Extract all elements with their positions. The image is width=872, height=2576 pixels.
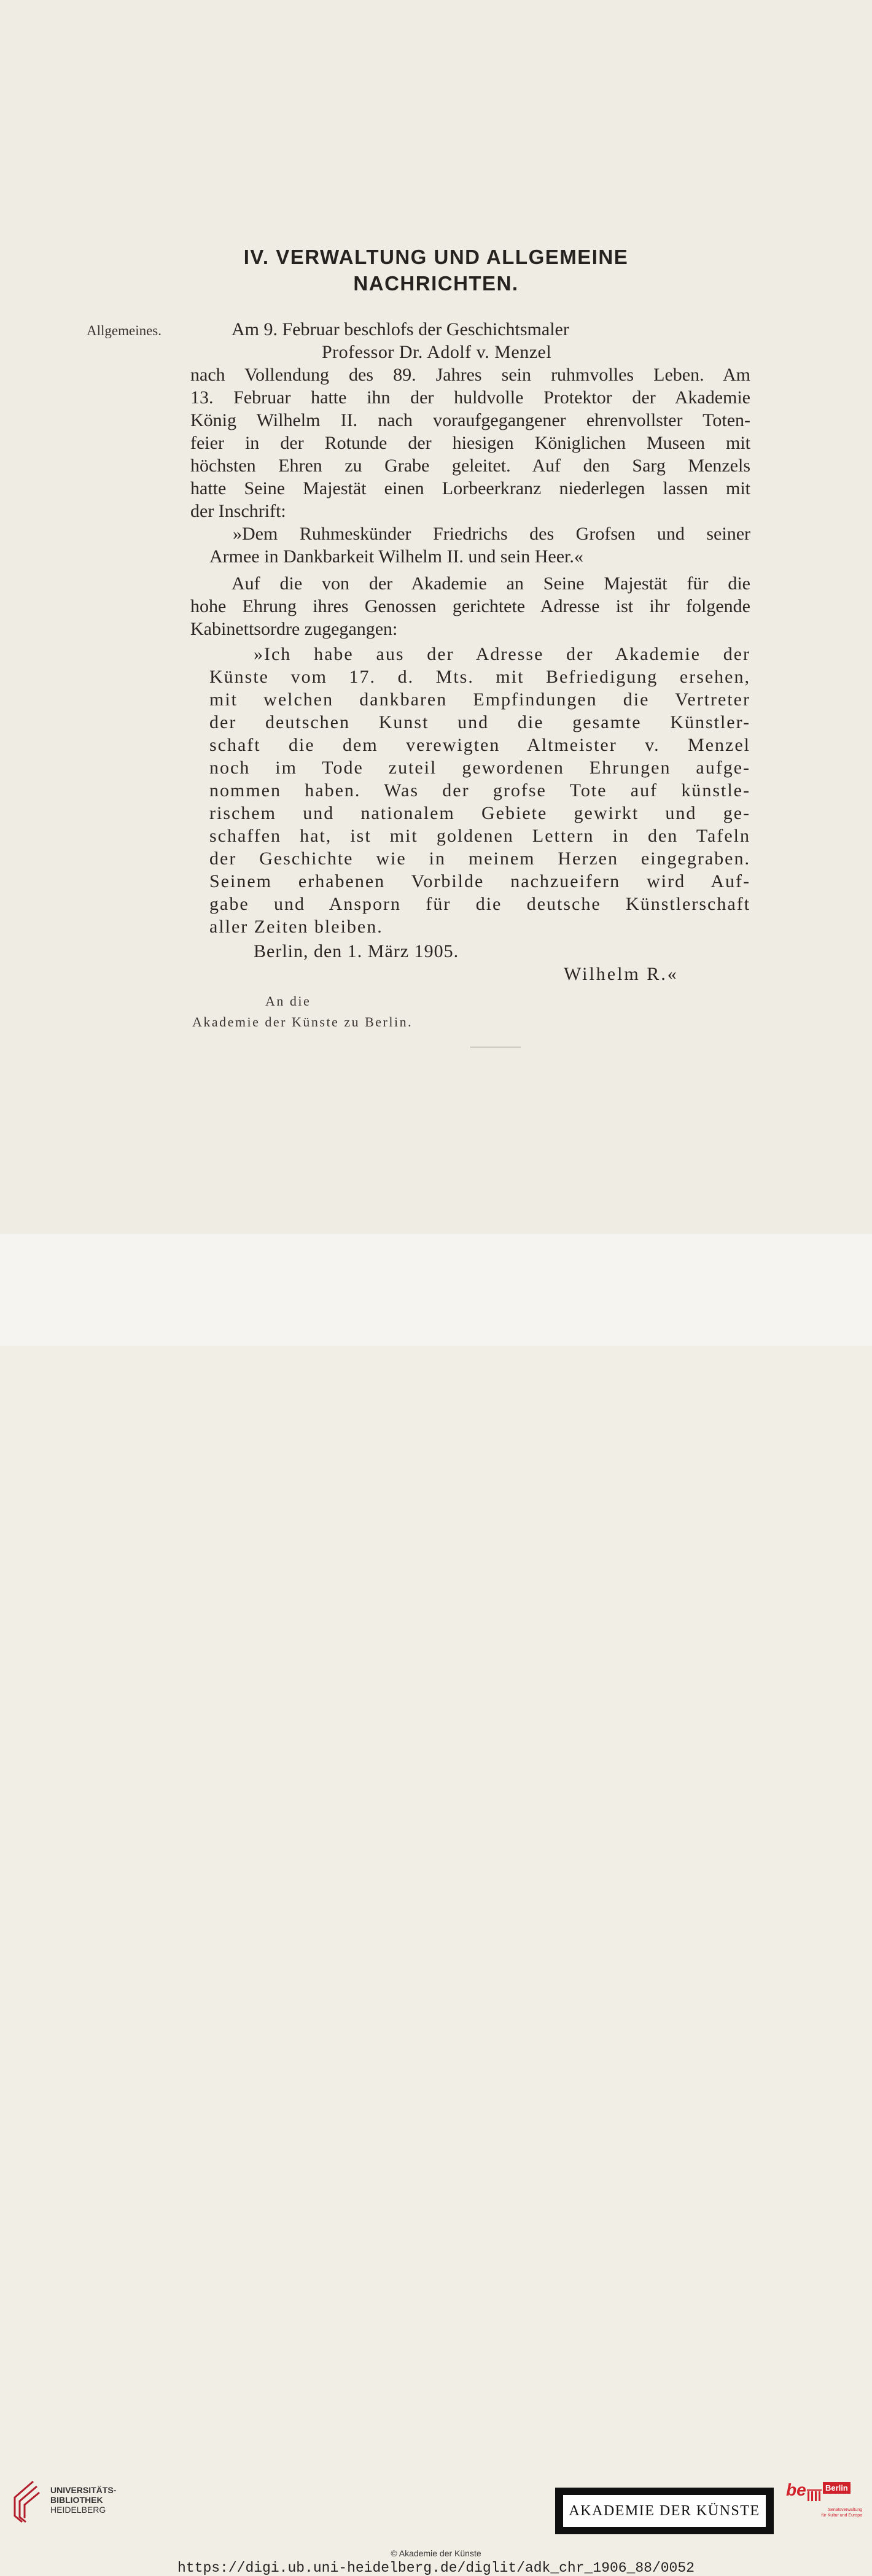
signature: Wilhelm R.« bbox=[564, 964, 679, 984]
text-line: »Ich habe aus der Adresse der Akademie der bbox=[254, 644, 750, 664]
berlin-logo-text: be bbox=[786, 2480, 806, 2499]
viewer-footer bbox=[0, 1234, 872, 2576]
text-line: 13. Februar hatte ihn der huldvolle Protektor der Akademie bbox=[190, 387, 750, 408]
address-line-2: Akademie der Künste zu Berlin. bbox=[192, 1014, 413, 1030]
permalink-url[interactable]: https://digi.ub.uni-heidelberg.de/diglit/adk_chr_1906_88/0052 bbox=[177, 2560, 695, 2576]
text-line: nach Vollendung des 89. Jahres sein ruhmvolles Leben. Am bbox=[190, 365, 750, 385]
address-line-1: An die bbox=[265, 993, 311, 1009]
text-line: rischem und nationalem Gebiete gewirkt und ge- bbox=[209, 803, 750, 823]
text-line: schaft die dem verewigten Altmeister v. Menzel bbox=[209, 735, 750, 755]
text-line: schaffen hat, ist mit goldenen Lettern in den Tafeln bbox=[209, 826, 750, 846]
text-line: Auf die von der Akademie an Seine Majestät für die bbox=[232, 573, 750, 594]
akademie-logo bbox=[555, 2488, 774, 2534]
university-library-logo-icon bbox=[9, 2479, 41, 2525]
senatsverwaltung-text: Senatsverwaltung für Kultur und Europa bbox=[821, 2508, 862, 2518]
text-line: nommen haben. Was der grofse Tote auf künstle- bbox=[209, 780, 750, 801]
margin-note: Allgemeines. bbox=[87, 323, 162, 338]
text-line: höchsten Ehren zu Grabe geleitet. Auf den Sarg Menzels bbox=[190, 456, 750, 476]
text-line: Seinem erhabenen Vorbilde nachzueifern wird Auf- bbox=[209, 871, 750, 891]
text-line: Am 9. Februar beschlofs der Geschichtsmaler bbox=[232, 319, 569, 339]
berlin-logo-bars-icon bbox=[807, 2489, 823, 2502]
text-line: Professor Dr. Adolf v. Menzel bbox=[322, 342, 552, 362]
text-line: noch im Tode zuteil gewordenen Ehrungen aufge- bbox=[209, 758, 750, 778]
text-line: aller Zeiten bleiben. bbox=[209, 917, 383, 937]
text-line: der deutschen Kunst und die gesamte Künstler- bbox=[209, 712, 750, 732]
text-line: Armee in Dankbarkeit Wilhelm II. und sein Heer.« bbox=[209, 546, 583, 567]
section-heading-line-1: IV. VERWALTUNG UND ALLGEMEINE bbox=[243, 246, 629, 268]
text-line: König Wilhelm II. nach voraufgegangener ehrenvollster Toten- bbox=[190, 410, 750, 430]
text-line: mit welchen dankbaren Empfindungen die Vertreter bbox=[209, 689, 750, 710]
text-line: hohe Ehrung ihres Genossen gerichtete Adresse ist ihr folgende bbox=[190, 596, 750, 616]
berlin-badge: Berlin bbox=[823, 2482, 851, 2494]
text-line: der Geschichte wie in meinem Herzen eingegraben. bbox=[209, 848, 750, 869]
text-line: hatte Seine Majestät einen Lorbeerkranz niederlegen lassen mit bbox=[190, 478, 750, 499]
copyright-notice: © Akademie der Künste bbox=[391, 2548, 481, 2558]
text-line: gabe und Ansporn für die deutsche Künstlerschaft bbox=[209, 894, 750, 914]
dateline: Berlin, den 1. März 1905. bbox=[254, 941, 459, 961]
text-line: der Inschrift: bbox=[190, 501, 286, 521]
text-line: feier in der Rotunde der hiesigen Königlichen Museen mit bbox=[190, 433, 750, 453]
section-heading-line-2: NACHRICHTEN. bbox=[353, 272, 519, 295]
university-library-name: UNIVERSITÄTS- BIBLIOTHEK HEIDELBERG bbox=[50, 2485, 117, 2515]
text-line: Kabinettsordre zugegangen: bbox=[190, 619, 398, 639]
akademie-logo-label: AKADEMIE DER KÜNSTE bbox=[563, 2495, 766, 2527]
text-line: »Dem Ruhmeskünder Friedrichs des Grofsen und seiner bbox=[233, 524, 750, 544]
scanned-page bbox=[0, 0, 872, 1234]
text-line: Künste vom 17. d. Mts. mit Befriedigung ersehen, bbox=[209, 667, 750, 687]
